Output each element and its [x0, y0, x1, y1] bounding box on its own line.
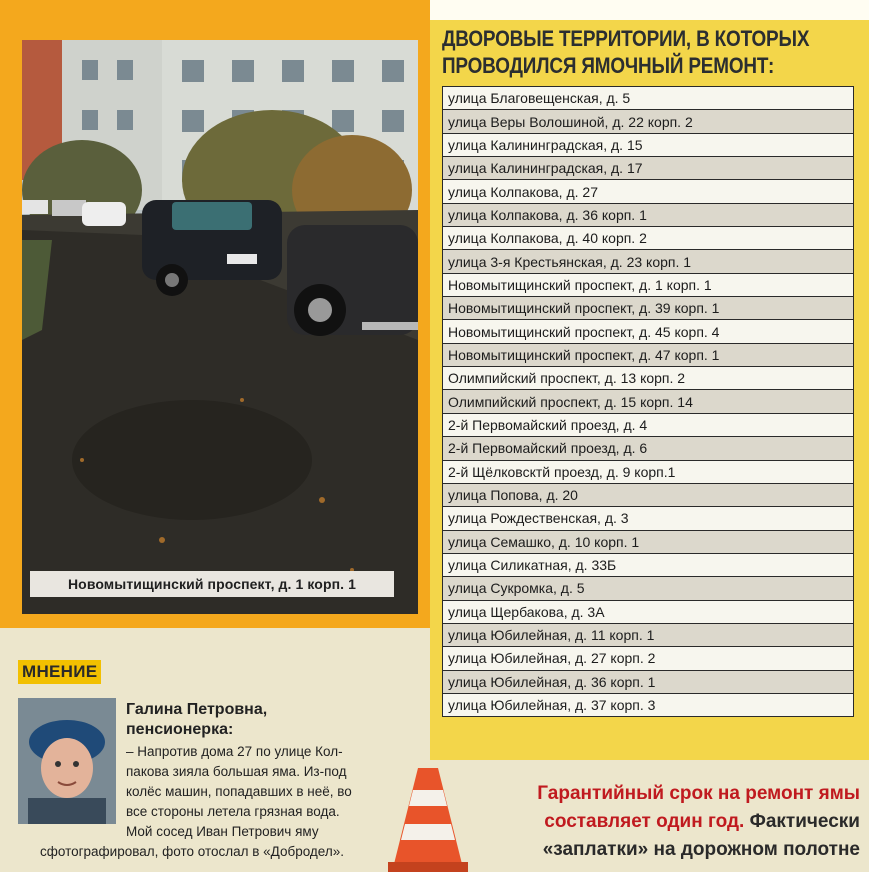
- quote-line: – Напротив дома 27 по улице Кол-: [126, 744, 343, 759]
- address-table: [442, 86, 854, 717]
- street-photo: [22, 40, 418, 614]
- guarantee-line3: «заплатки» на дорожном полотне: [542, 839, 860, 860]
- list-title: [442, 25, 810, 79]
- table-row: улица Веры Волошиной, д. 22 корп. 2: [443, 110, 854, 133]
- guarantee-line2-red: составляет один год.: [544, 811, 745, 832]
- table-row: улица Юбилейная, д. 11 корп. 1: [443, 624, 854, 647]
- table-row: улица Юбилейная, д. 36 корп. 1: [443, 671, 854, 694]
- table-row: улица Колпакова, д. 40 корп. 2: [443, 227, 854, 250]
- quote-line: пакова зияла большая яма. Из-под: [126, 764, 347, 779]
- avatar: [18, 698, 116, 824]
- table-row: улица Попова, д. 20: [443, 484, 854, 507]
- table-row: улица Юбилейная, д. 27 корп. 2: [443, 647, 854, 670]
- guarantee-note: [470, 780, 860, 864]
- quote-line: Мой сосед Иван Петрович яму: [126, 824, 319, 839]
- guarantee-line2-dark: Фактически: [744, 811, 860, 832]
- table-row: 2-й Первомайский проезд, д. 6: [443, 437, 854, 460]
- table-row: улица Благовещенская, д. 5: [443, 87, 854, 110]
- table-row: улица Сукромка, д. 5: [443, 577, 854, 600]
- table-row: улица Колпакова, д. 36 корп. 1: [443, 204, 854, 227]
- table-row: улица Щербакова, д. 3А: [443, 601, 854, 624]
- traffic-cone-icon: [388, 768, 468, 872]
- table-row: Олимпийский проспект, д. 15 корп. 14: [443, 390, 854, 413]
- opinion-quote: [126, 742, 384, 842]
- list-panel-top: [430, 0, 869, 20]
- table-row: улица Рождественская, д. 3: [443, 507, 854, 530]
- quote-last-line: сфотографировал, фото отослал в «Добродел».: [40, 844, 345, 859]
- photo-caption: Новомытищинский проспект, д. 1 корп. 1: [30, 571, 394, 597]
- author-name-line1: Галина Петровна,: [126, 701, 268, 718]
- guarantee-line2: [470, 808, 860, 836]
- table-row: Олимпийский проспект, д. 13 корп. 2: [443, 367, 854, 390]
- author-name: [126, 700, 267, 740]
- quote-line: все стороны летела грязная вода.: [126, 804, 340, 819]
- guarantee-line1: Гарантийный срок на ремонт ямы: [537, 783, 860, 804]
- table-row: улица Калининградская, д. 15: [443, 134, 854, 157]
- table-row: улица Юбилейная, д. 37 корп. 3: [443, 694, 854, 717]
- table-row: улица 3-я Крестьянская, д. 23 корп. 1: [443, 250, 854, 273]
- opinion-label: МНЕНИЕ: [18, 660, 101, 684]
- quote-line: колёс машин, попадавших в неё, во: [126, 784, 352, 799]
- table-row: улица Калининградская, д. 17: [443, 157, 854, 180]
- list-title-line1: ДВОРОВЫЕ ТЕРРИТОРИИ, В КОТОРЫХ: [442, 26, 810, 51]
- table-row: улица Колпакова, д. 27: [443, 180, 854, 203]
- portrait-illustration: [18, 698, 116, 824]
- courtyard-photo-illustration: [22, 40, 418, 614]
- table-row: Новомытищинский проспект, д. 1 корп. 1: [443, 274, 854, 297]
- author-name-line2: пенсионерка:: [126, 721, 234, 738]
- list-title-line2: ПРОВОДИЛСЯ ЯМОЧНЫЙ РЕМОНТ:: [442, 53, 775, 78]
- table-row: 2-й Первомайский проезд, д. 4: [443, 414, 854, 437]
- table-row: улица Силикатная, д. 33Б: [443, 554, 854, 577]
- table-row: Новомытищинский проспект, д. 45 корп. 4: [443, 320, 854, 343]
- table-row: Новомытищинский проспект, д. 39 корп. 1: [443, 297, 854, 320]
- table-row: улица Семашко, д. 10 корп. 1: [443, 531, 854, 554]
- table-row: Новомытищинский проспект, д. 47 корп. 1: [443, 344, 854, 367]
- table-row: 2-й Щёлковсктй проезд, д. 9 корп.1: [443, 461, 854, 484]
